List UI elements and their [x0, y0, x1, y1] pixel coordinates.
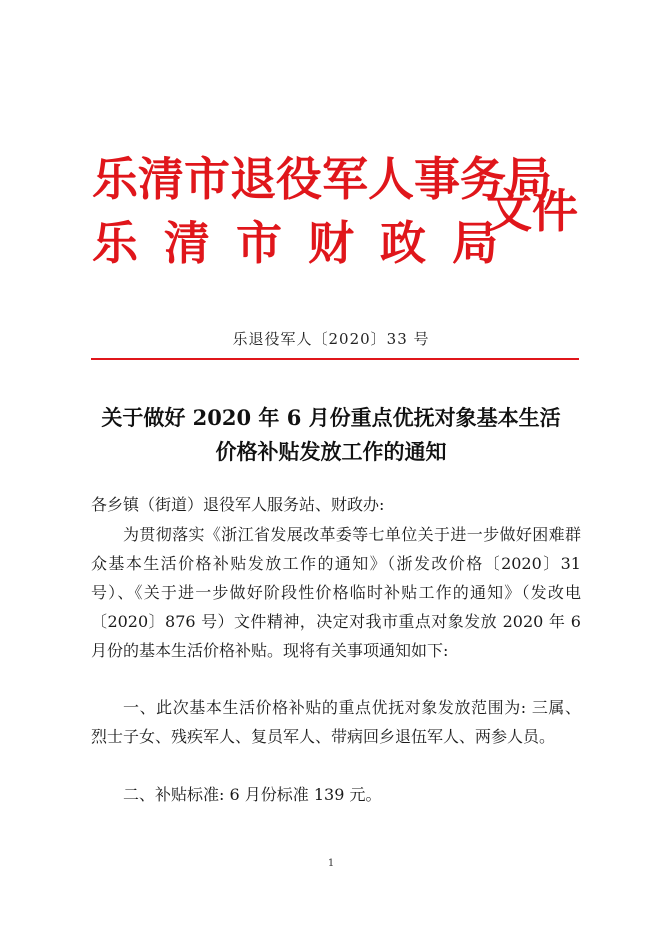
document-number: 乐退役军人〔2020〕33 号 [232, 330, 430, 348]
notice-title-line1: 关于做好 2020 年 6 月份重点优抚对象基本生活 [101, 405, 561, 430]
red-divider [91, 358, 579, 360]
document-type-label: 文件 [486, 184, 578, 238]
addressee: 各乡镇（街道）退役军人服务站、财政办: [91, 495, 385, 514]
body-paragraph-2: 一、此次基本生活价格补贴的重点优抚对象发放范围为: 三属、烈士子女、残疾军人、复员军人、带病回乡退伍军人、两参人员。 [91, 698, 581, 746]
issuing-authority-1: 乐清市退役军人事务局 [92, 152, 552, 206]
notice-title-line2: 价格补贴发放工作的通知 [215, 439, 447, 464]
page-number: 1 [327, 858, 335, 869]
body-paragraph-1: 为贯彻落实《浙江省发展改革委等七单位关于进一步做好困难群众基本生活价格补贴发放工作的通知》（浙发改价格〔2020〕31 号）、《关于进一步做好阶段性价格临时补贴工作的通知》（发改电〔2020〕876 号）文件精神，决定对我市重点对象发放 2020 年 6 月份的基本生活价格补贴。现将有关事项通知如下: [91, 525, 581, 660]
body-paragraph-3: 二、补贴标准: 6 月份标准 139 元。 [123, 785, 382, 804]
issuing-authority-2: 乐清市财政局 [92, 216, 524, 270]
